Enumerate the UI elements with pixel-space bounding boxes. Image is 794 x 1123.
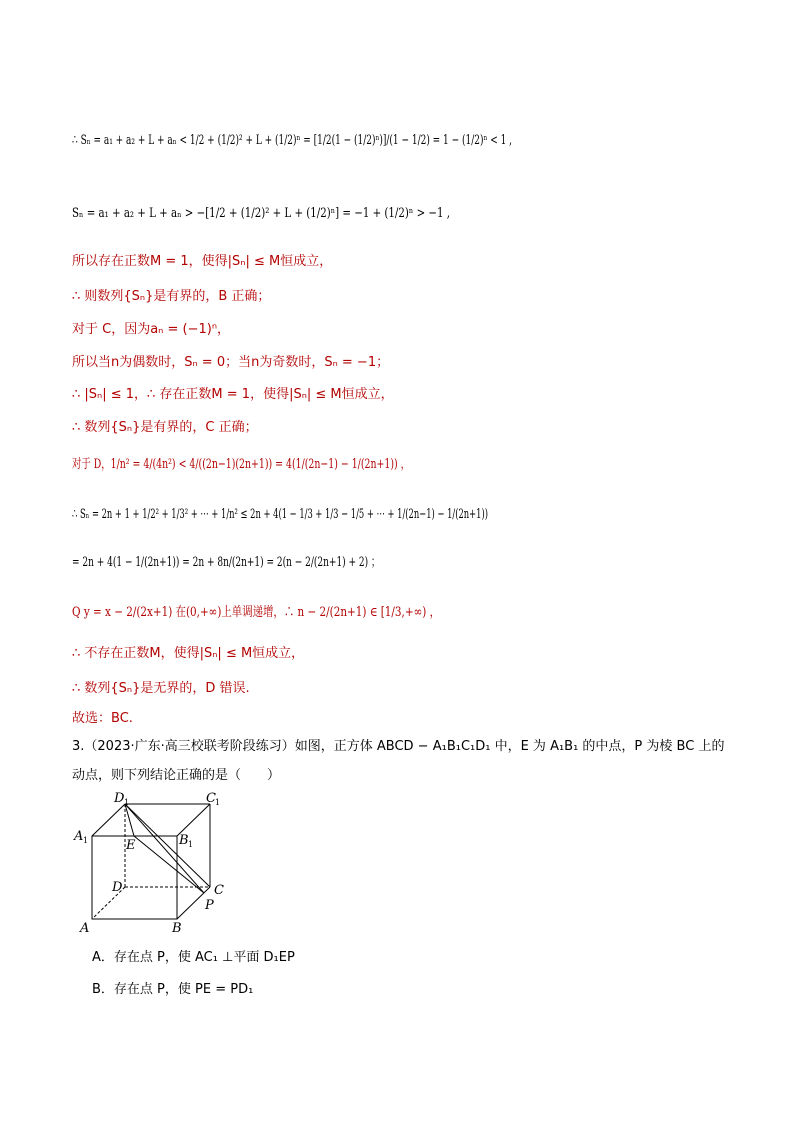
math-line-2-text: Sₙ = a₁ + a₂ + L + aₙ > −[1/2 + (1/2)² + L + (1/2)ⁿ] = −1 + (1/2)ⁿ > −1 ,: [72, 206, 450, 221]
question-3-stem-1: 3.（2023·广东·高三校联考阶段练习）如图，正方体 ABCD − A₁B₁C₁D₁ 中，E 为 A₁B₁ 的中点，P 为棱 BC 上的: [72, 739, 725, 754]
text-line-4: ∴ 则数列{Sₙ}是有界的，B 正确；: [72, 289, 271, 304]
option-B: B．存在点 P，使 PE = PD₁: [92, 982, 254, 997]
math-line-2: [0, 193, 794, 233]
math-line-11: [0, 540, 794, 584]
edge-B1C1: [177, 804, 210, 836]
math-line-1-text: ∴ Sₙ = a₁ + a₂ + L + aₙ < 1/2 + (1/2)² + L + (1/2)ⁿ = [1/2(1 − (1/2)ⁿ)]/(1 − 1/2) = 1 − (1/2)ⁿ < 1 ,: [72, 133, 512, 148]
label-B: B: [172, 921, 182, 936]
edge-A1D1: [92, 804, 125, 836]
math-line-9: [0, 441, 794, 485]
math-line-12: [0, 590, 794, 634]
label-B1: B: [179, 833, 189, 848]
text-line-6: 所以当n为偶数时，Sₙ = 0；当n为奇数时，Sₙ = −1；: [72, 355, 390, 370]
label-P: P: [205, 898, 214, 913]
math-line-9-text: 对于 D，1/n² = 4/(4n²) < 4/((2n−1)(2n+1)) = 4(1/(2n−1) − 1/(2n+1)) ，: [72, 457, 541, 472]
text-line-14: ∴ 数列{Sₙ}是无界的，D 错误.: [72, 681, 250, 696]
label-E: E: [126, 838, 136, 853]
label-C1: C: [206, 791, 216, 806]
label-B1-sub: 1: [188, 840, 194, 849]
math-line-12-text: Q y = x − 2/(2x+1) 在(0,+∞)上单调递增，∴ n − 2/(2n+1) ∈ [1/3,+∞) ，: [72, 605, 440, 620]
label-A: A: [80, 921, 90, 936]
label-D1: D: [114, 791, 125, 806]
option-A: A．存在点 P，使 AC₁ ⊥平面 D₁EP: [92, 950, 295, 965]
text-line-5: 对于 C，因为aₙ = (−1)ⁿ，: [72, 322, 230, 337]
math-line-1: [0, 92, 794, 182]
math-line-10: [0, 492, 794, 536]
question-3-stem-2: 动点，则下列结论正确的是（ ）: [72, 768, 281, 783]
text-line-3: 所以存在正数M = 1，使得|Sₙ| ≤ M恒成立，: [72, 254, 333, 269]
text-line-15: 故选：BC.: [72, 711, 133, 726]
label-C1-sub: 1: [215, 798, 221, 807]
label-C: C: [214, 883, 224, 898]
text-line-8: ∴ 数列{Sₙ}是有界的，C 正确；: [72, 420, 258, 435]
label-D: D: [112, 880, 123, 895]
label-A1-sub: 1: [83, 836, 89, 845]
math-line-10-text: ∴ Sₙ = 2n + 1 + 1/2² + 1/3² + ⋯ + 1/n² ≤ 2n + 4(1 − 1/3 + 1/3 − 1/5 + ⋯ + 1/(2n−1) − 1/(2n+1)): [72, 507, 488, 522]
cube-figure: [68, 790, 238, 940]
label-D1-sub: 1: [124, 798, 130, 807]
label-A1: A: [74, 829, 84, 844]
segment-EP: [134, 836, 204, 893]
math-line-11-text: = 2n + 4(1 − 1/(2n+1)) = 2n + 8n/(2n+1) = 2(n − 2/(2n+1) + 2) ；: [72, 555, 380, 570]
text-line-7: ∴ |Sₙ| ≤ 1，∴ 存在正数M = 1，使得|Sₙ| ≤ M恒成立，: [72, 387, 394, 402]
text-line-13: ∴ 不存在正数M，使得|Sₙ| ≤ M恒成立，: [72, 646, 305, 661]
